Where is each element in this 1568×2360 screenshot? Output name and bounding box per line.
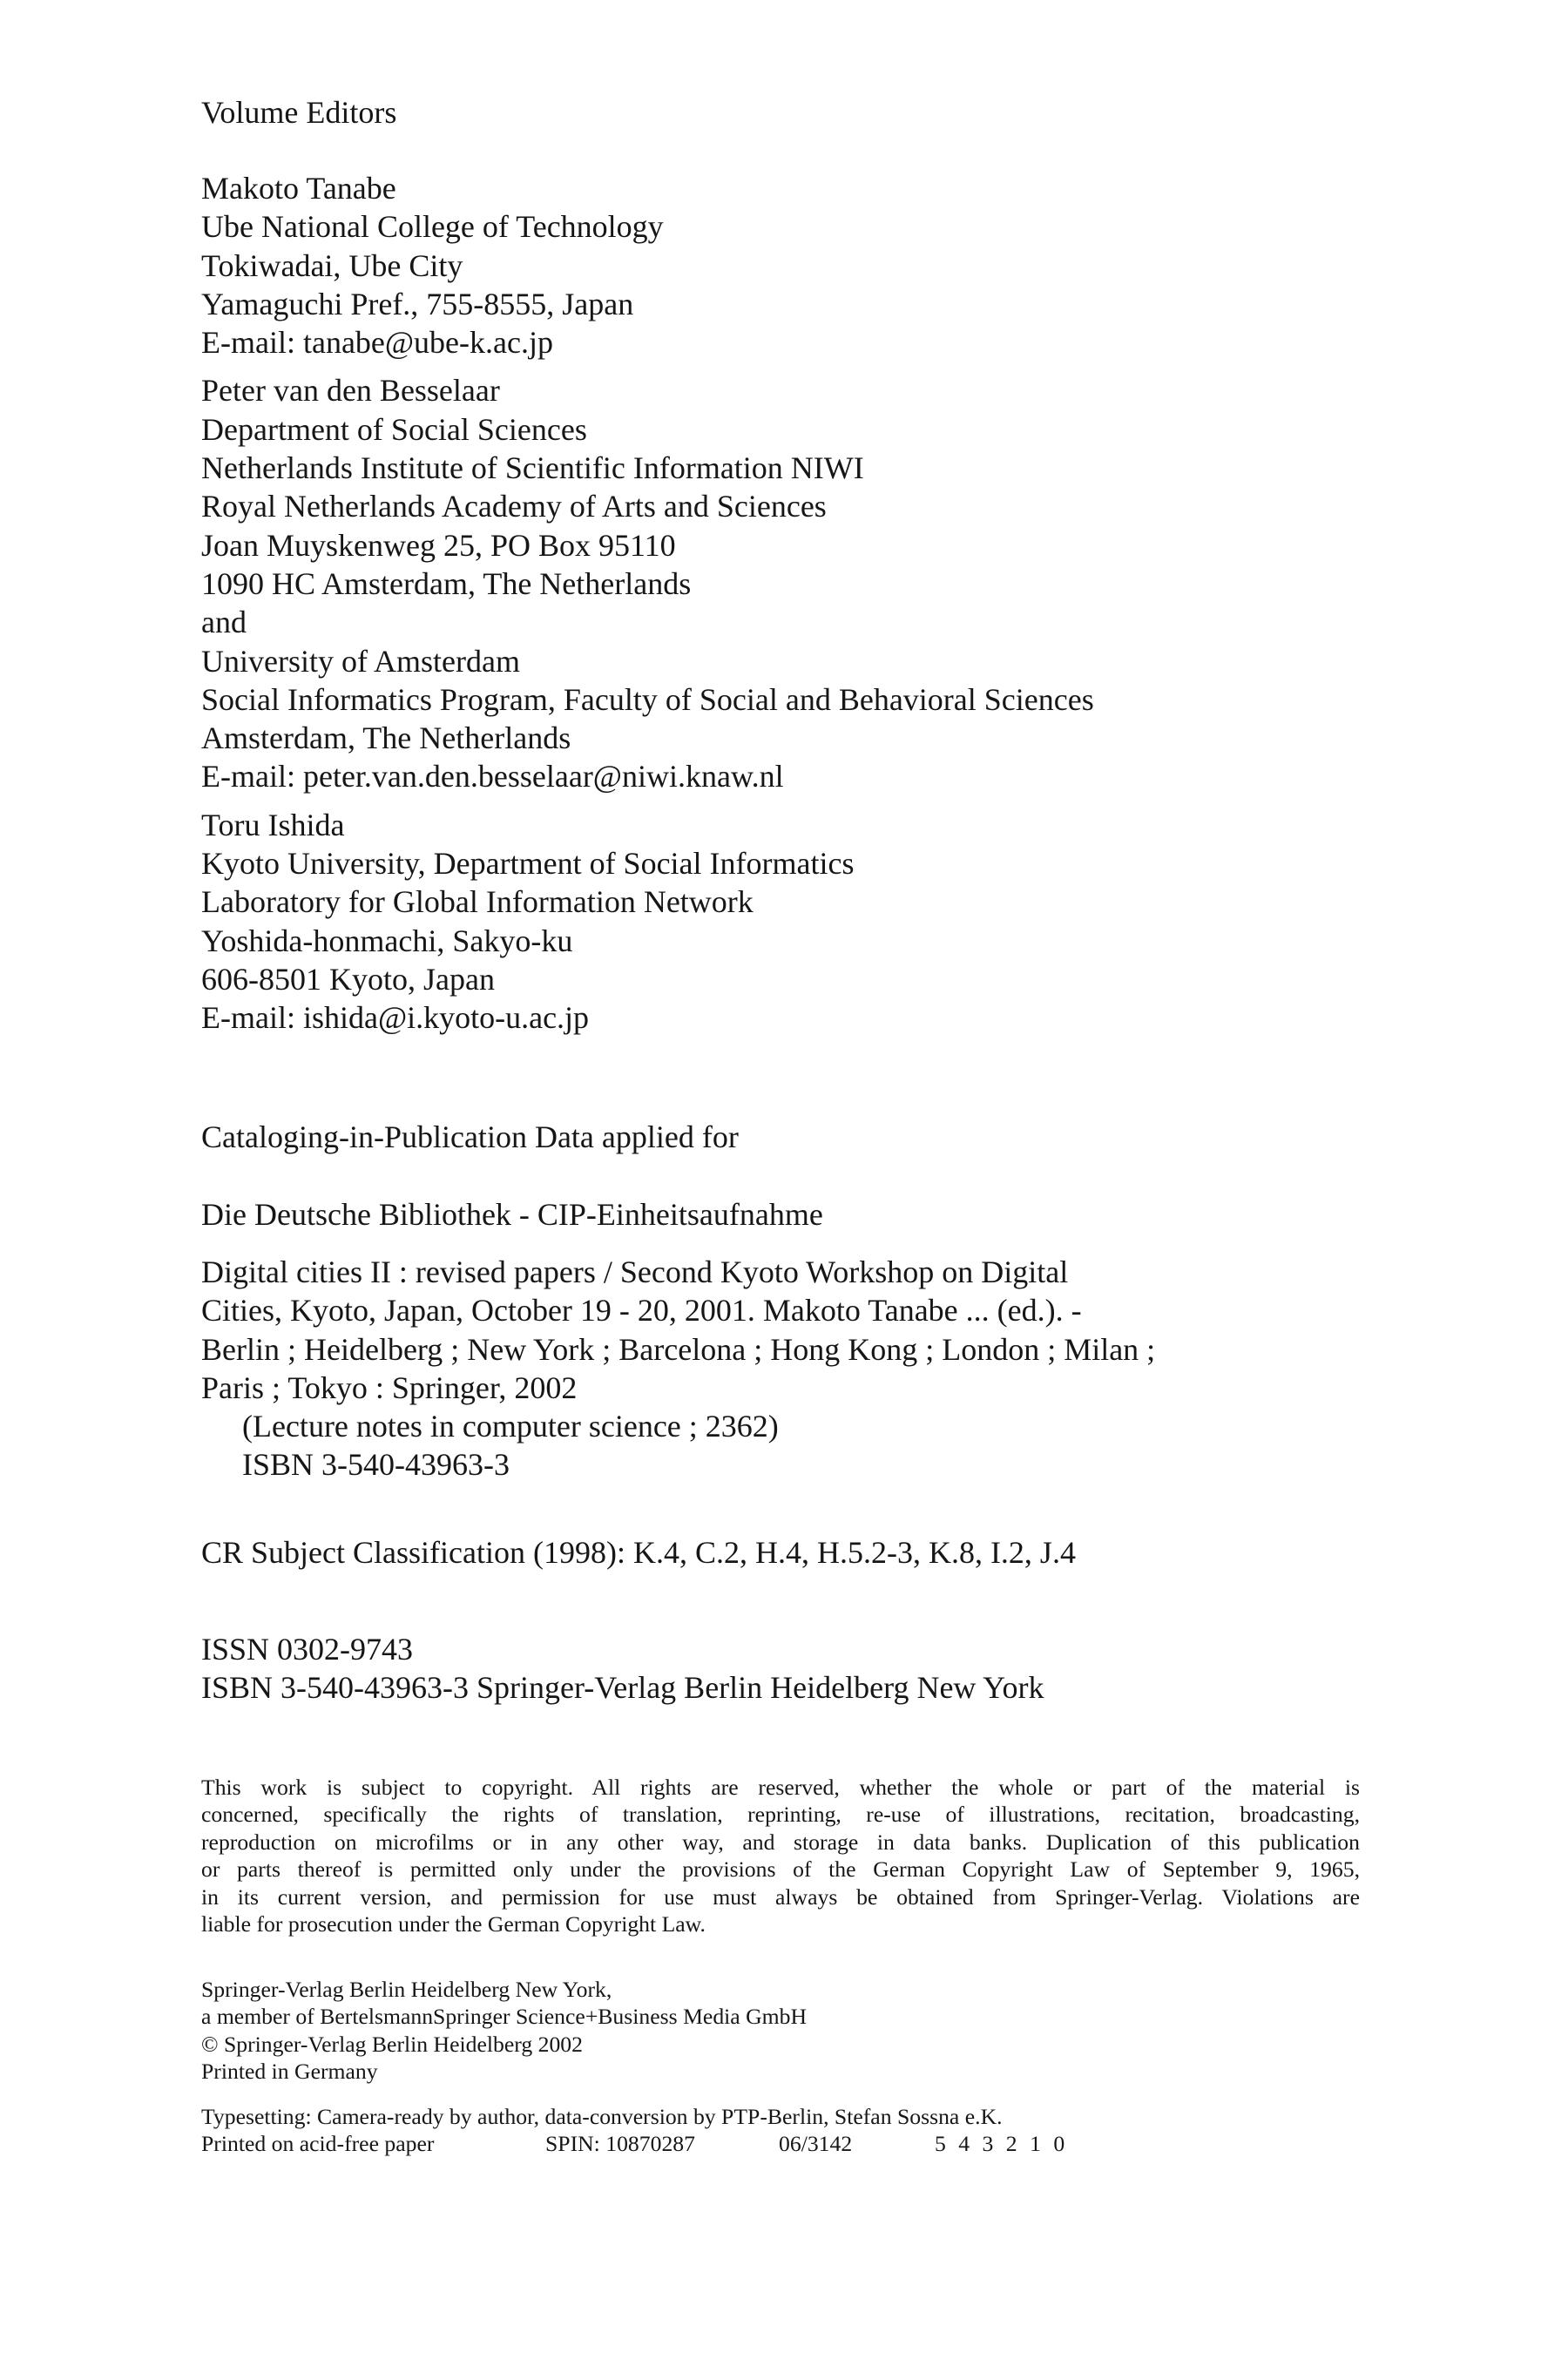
editor-email: E-mail: peter.van.den.besselaar@niwi.knaw.nl (201, 759, 784, 795)
copyright-line: or parts thereof is permitted only under the provisions of the German Copyright Law of September 9, 1965, (201, 1856, 1360, 1883)
editor-affiliation: University of Amsterdam (201, 643, 520, 679)
printed-paper-note: Printed on acid-free paper (201, 2131, 435, 2156)
editor-address: 1090 HC Amsterdam, The Netherlands (201, 565, 692, 601)
editor-affiliation: Ube National College of Technology (201, 209, 664, 245)
editor-affiliation: Royal Netherlands Academy of Arts and Sciences (201, 489, 827, 524)
cip-series: (Lecture notes in computer science ; 2362) (242, 1409, 779, 1444)
editor-email: E-mail: ishida@i.kyoto-u.ac.jp (201, 1000, 590, 1036)
cip-isbn: ISBN 3-540-43963-3 (242, 1447, 510, 1483)
editor-block-ishida (201, 806, 1094, 1038)
job-code: 06/3142 (779, 2131, 853, 2156)
editor-block-besselaar (201, 371, 1094, 795)
editor-address: Yoshida-honmachi, Sakyo-ku (201, 923, 573, 958)
copyright-line: in its current version, and permission for use must always be obtained from Springer-Verlag. Violations are (201, 1883, 1360, 1910)
cip-title: Die Deutsche Bibliothek - CIP-Einheitsaufnahme (201, 1197, 823, 1232)
copyright-page (201, 0, 1360, 2360)
editor-affiliation: Netherlands Institute of Scientific Information NIWI (201, 450, 864, 486)
editor-conjunction: and (201, 605, 247, 640)
issn-isbn-block (201, 1630, 1044, 1707)
publisher-line: a member of BertelsmannSpringer Science+Business Media GmbH (201, 2004, 808, 2030)
cip-entry-line: Berlin ; Heidelberg ; New York ; Barcelona ; Hong Kong ; London ; Milan ; (201, 1331, 1156, 1367)
editor-affiliation: Laboratory for Global Information Network (201, 884, 754, 920)
cip-entry (201, 1253, 1155, 1484)
publisher-info (201, 1976, 807, 2086)
publisher-line: Springer-Verlag Berlin Heidelberg New York, (201, 1977, 612, 2002)
editor-address: 606-8501 Kyoto, Japan (201, 961, 495, 997)
issn: ISSN 0302-9743 (201, 1632, 414, 1667)
cip-entry-line: Paris ; Tokyo : Springer, 2002 (201, 1369, 578, 1405)
spin-number: SPIN: 10870287 (545, 2131, 695, 2156)
editor-affiliation: Department of Social Sciences (201, 411, 587, 447)
typesetting-note: Typesetting: Camera-ready by author, data-conversion by PTP-Berlin, Stefan Sossna e.K. (201, 2104, 1003, 2129)
editor-address: Amsterdam, The Netherlands (201, 720, 571, 756)
editor-affiliation: Kyoto University, Department of Social Informatics (201, 846, 855, 882)
editor-name: Makoto Tanabe (201, 171, 396, 206)
editor-block-tanabe (201, 169, 1094, 362)
volume-editors-heading: Volume Editors (201, 95, 397, 130)
editor-email: E-mail: tanabe@ube-k.ac.jp (201, 325, 553, 361)
editor-address: Tokiwadai, Ube City (201, 247, 463, 283)
editors-list (201, 169, 1094, 1038)
editor-name: Peter van den Besselaar (201, 373, 500, 409)
cr-subject-classification: CR Subject Classification (1998): K.4, C.2, H.4, H.5.2-3, K.8, I.2, J.4 (201, 1535, 1076, 1570)
isbn-publisher: ISBN 3-540-43963-3 Springer-Verlag Berlin Heidelberg New York (201, 1670, 1044, 1706)
publisher-line: Printed in Germany (201, 2059, 378, 2085)
copyright-line: concerned, specifically the rights of translation, reprinting, re-use of illustrations, recitation, broadcasting, (201, 1802, 1360, 1828)
cip-entry-line: Cities, Kyoto, Japan, October 19 - 20, 2001. Makoto Tanabe ... (ed.). - (201, 1293, 1082, 1329)
cip-entry-line: Digital cities II : revised papers / Second Kyoto Workshop on Digital (201, 1254, 1069, 1289)
publisher-copyright: © Springer-Verlag Berlin Heidelberg 2002 (201, 2031, 583, 2057)
copyright-line: liable for prosecution under the German Copyright Law. (201, 1911, 706, 1937)
copyright-notice (201, 1774, 1360, 1937)
copyright-line: This work is subject to copyright. All rights are reserved, whether the whole or part of the material is (201, 1775, 1360, 1800)
editor-address: Yamaguchi Pref., 755-8555, Japan (201, 286, 634, 321)
cip-applied-note: Cataloging-in-Publication Data applied for (201, 1119, 739, 1154)
editor-address: Joan Muyskenweg 25, PO Box 95110 (201, 527, 676, 563)
editor-affiliation: Social Informatics Program, Faculty of Social and Behavioral Sciences (201, 681, 1094, 717)
copyright-line: reproduction on microfilms or in any other way, and storage in data banks. Duplication of this publication (201, 1829, 1360, 1855)
editor-name: Toru Ishida (201, 807, 345, 842)
print-run-numbers: 5 4 3 2 1 0 (935, 2131, 1069, 2156)
